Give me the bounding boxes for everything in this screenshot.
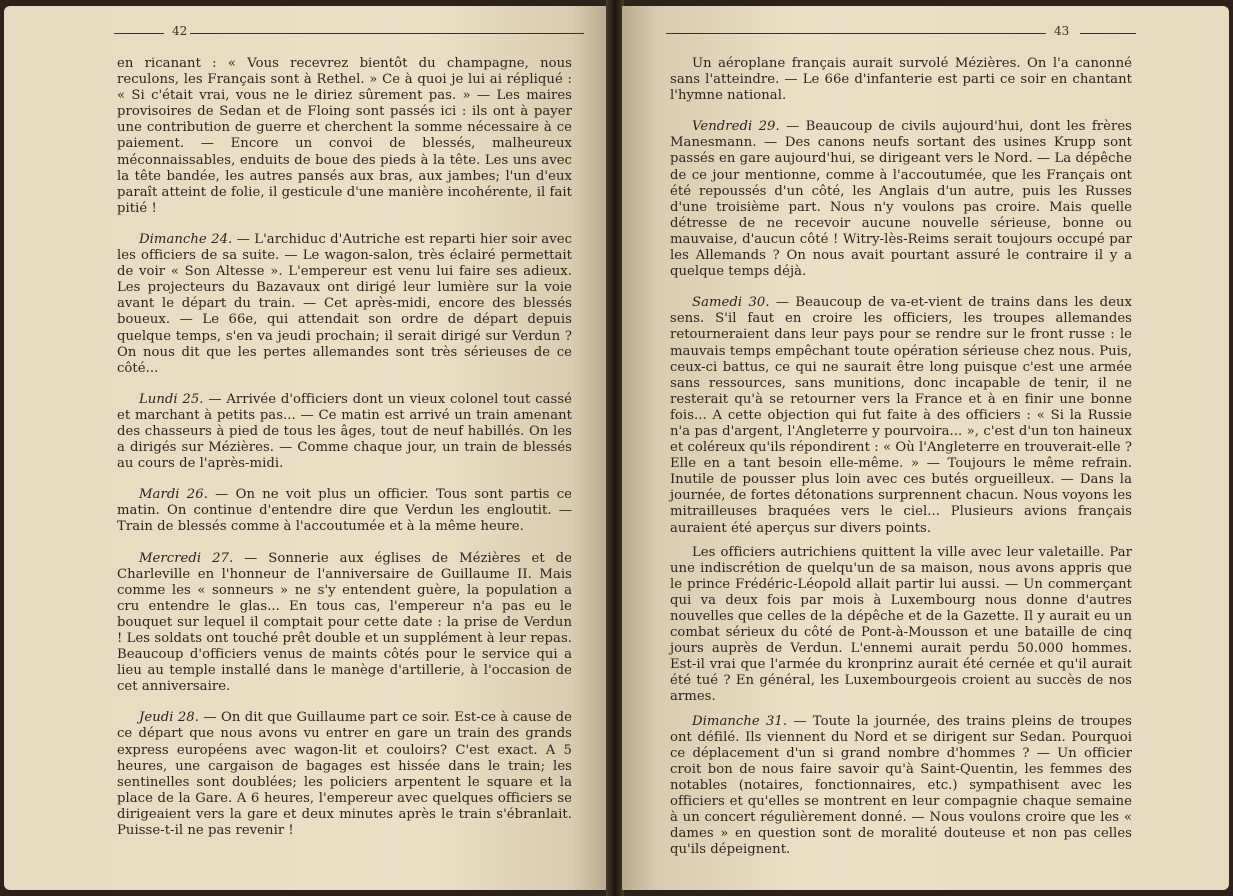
entry-date: Mercredi 27.: [139, 550, 234, 566]
left-page-text: [117, 56, 572, 839]
page-number: 42: [172, 24, 188, 38]
header-rule: [1080, 33, 1136, 34]
right-running-head: [666, 22, 1136, 42]
right-page-text: [670, 56, 1132, 858]
diary-entry: Jeudi 28. — On dit que Guillaume part ce soir. Est-ce à cause de ce départ que nous avons vu entrer en gare un train des grands express européens avec wagon-lit et couloirs? C'est exact. A 5 heures, une cargaison de bagages est hissée dans le train; les sentinelles sont doublées; les policiers arpentent le square et la place de la Gare. A 6 heures, l'empereur avec quelques officiers se dirigeaient vers la gare et deux minutes après le train s'ébranlait. Puisse-t-il ne pas revenir !: [117, 710, 573, 839]
entry-date: Dimanche 24.: [139, 231, 233, 247]
entry-date: Dimanche 31.: [692, 713, 788, 729]
diary-entry: Lundi 25. — Arrivée d'officiers dont un vieux colonel tout cassé et marchant à petits pas... — Ce matin est arrivé un train amenant des chasseurs à pied de tous les âges, tout de neuf habillés. On les a dirigés sur Mézières. — Comme chaque jour, un train de blessés au cours de l'après-midi.: [117, 391, 572, 472]
diary-entry: Dimanche 31. — Toute la journée, des trains pleins de troupes ont défilé. Ils viennent du Nord et se dirigent sur Sedan. Pourquoi ce déplacement d'un si grand nombre d'hommes ? — Un officier croit bon de nous faire savoir qu'à Saint-Quentin, les femmes des notables (notaires, fonctionnaires, etc.) sympathisent avec les officiers et qu'elles se montrent en leur compagnie chaque semaine à un concert régulièrement donné. — Nous voulons croire que les « dames » en question sont de moralité douteuse et non pas celles qu'ils dépeignent.: [670, 713, 1132, 858]
diary-entry: Dimanche 24. — L'archiduc d'Autriche est reparti hier soir avec les officiers de sa suite. — Le wagon-salon, très éclairé permettait de voir « Son Altesse ». L'empereur est venu lui faire ses adieux. Les projecteurs du Bazavaux ont dirigé leur lumière sur la voie avant le départ du train. — Cet après-midi, encore des blessés boueux. — Le 66e, qui attendait son ordre de départ depuis quelque temps, s'en va jeudi prochain; il serait dirigé sur Verdun ? On nous dit que les pertes allemandes sont très sérieuses de ce côté...: [117, 231, 572, 376]
paragraph: Les officiers autrichiens quittent la ville avec leur valetaille. Par une indiscrétion de quelqu'un de sa maison, nous avons appris que le prince Frédéric-Léopold allait partir lui aussi. — Un commerçant qui va deux fois par mois à Luxembourg nous donne d'autres nouvelles que celles de la dépêche et de la Gazette. Il y aurait eu un combat sérieux du côté de Pont-à-Mousson et une bataille de cinq jours auprès de Verdun. L'ennemi aurait perdu 50.000 hommes. Est-il vrai que l'armée du kronprinz aurait été cernée et qu'il aurait été tué ? En général, les Luxembourgeois croient au succès de nos armes.: [670, 544, 1132, 705]
entry-date: Mardi 26.: [139, 487, 208, 503]
diary-entry: Samedi 30. — Beaucoup de va-et-vient de trains dans les deux sens. S'il faut en croire les officiers, les troupes allemandes retourneraient dans leur pays pour se rendre sur le front russe : le mauvais temps empêchant toute opération sérieuse chez nous. Puis, ceux-ci battus, ce qui ne saurait être long puisque c'est une armée sans ressources, sans munitions, donc incapable de tenir, il ne resterait qu'à se retourner vers la France et à en finir une bonne fois... A cette objection qui fut faite à des officiers : « Si la Russie n'a pas d'argent, l'Angleterre y pourvoira... », c'est d'un ton haineux et coléreux qu'ils répondirent : « Où l'Angleterre en trouverait-elle ? Elle en a tant besoin elle-même. » — Toujours le même refrain. Inutile de pousser plus loin avec ces butés orgueilleux. — Dans la journée, de fortes détonations surprennent chacun. Nous voyons les mitrailleuses braquées vers le ciel... Plusieurs avions français auraient été aperçus sur divers points.: [670, 295, 1133, 536]
left-running-head: [114, 22, 584, 42]
header-rule: [190, 33, 584, 34]
page-number: 43: [1054, 24, 1070, 38]
paragraph: en ricanant : « Vous recevrez bientôt du champagne, nous reculons, les Français sont à Rethel. » Ce à quoi je lui ai répliqué : « Si c'était vrai, vous ne le diriez sûrement pas. » — Les maires provisoires de Sedan et de Floing sont passés ici : ils ont à payer une contribution de guerre et cherchent la somme nécessaire à ce paiement. — Encore un convoi de blessés, malheureux méconnaissables, enduits de boue des pieds à la tête. Les uns avec la tête bandée, les autres pansés aux bras, aux jambes; l'un d'eux paraît atteint de folie, il gesticule d'une manière incohérente, il fait pitié !: [117, 56, 572, 216]
header-rule: [666, 33, 1046, 34]
diary-entry: Mercredi 27. — Sonnerie aux églises de Mézières et de Charleville en l'honneur de l'anniversaire de Guillaume II. Mais comme les « sonneurs » ne s'y entendent guère, la population a cru entendre le glas... En tous cas, l'empereur n'a pas eu le bouquet sur lequel il comptait pour cette date : la prise de Verdun ! Les soldats ont touché prêt double et un supplément à leur repas. Beaucoup d'officiers venus de maints côtés pour le service qui a lieu au temple installé dans le manège d'artillerie, à l'occasion de cet anniversaire.: [117, 550, 572, 695]
entry-date: Jeudi 28.: [139, 710, 199, 726]
entry-date: Samedi 30.: [692, 295, 770, 311]
entry-date: Vendredi 29.: [692, 119, 780, 135]
left-page: [4, 6, 608, 890]
paragraph: Un aéroplane français aurait survolé Mézières. On l'a canonné sans l'atteindre. — Le 66e d'infanterie est parti ce soir en chantant l'hymne national.: [670, 56, 1132, 104]
right-page: [622, 6, 1229, 890]
entry-date: Lundi 25.: [139, 391, 204, 407]
header-rule: [114, 33, 164, 34]
diary-entry: Vendredi 29. — Beaucoup de civils aujourd'hui, dont les frères Manesmann. — Des canons neufs sortant des usines Krupp sont passés en gare aujourd'hui, se dirigeant vers le Nord. — La dépêche de ce jour mentionne, comme à l'accoutumée, que les Français ont été repoussés d'un côté, les Anglais d'un autre, puis les Russes d'une troisième part. Nous n'y voulons pas croire. Mais quelle détresse de ne recevoir aucune nouvelle sérieuse, bonne ou mauvaise, d'aucun côté ! Witry-lès-Reims serait toujours occupé par les Allemands ? On nous avait pourtant assuré le contraire il y a quelque temps déjà.: [670, 119, 1133, 280]
diary-entry: Mardi 26. — On ne voit plus un officier. Tous sont partis ce matin. On continue d'entendre dire que Verdun les engloutit. — Train de blessés comme à l'accoutumée et à la même heure.: [117, 487, 572, 535]
